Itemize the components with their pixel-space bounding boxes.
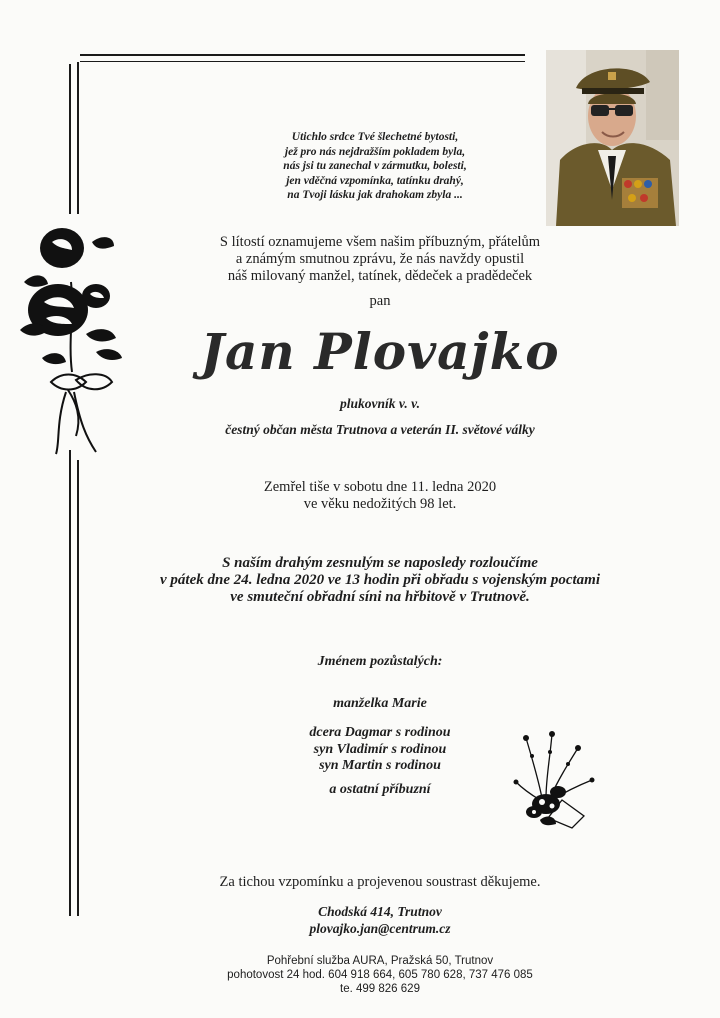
contact-address: Chodská 414, Trutnov	[318, 904, 442, 919]
left-border-line-lower	[69, 450, 71, 916]
poem-line: Utichlo srdce Tvé šlechetné bytosti,	[291, 131, 459, 143]
death-line: Zemřel tiše v sobotu dne 11. ledna 2020	[263, 479, 497, 495]
poem-line: jež pro nás nejdražším pokladem byla,	[284, 145, 466, 158]
intro-line: S lítostí oznamujeme všem našim příbuzným, přátelům	[219, 234, 541, 250]
left-border-line-2	[77, 62, 79, 214]
portrait-photo	[546, 50, 679, 226]
funeral-line: ve smuteční obřadní síni na hřbitově v Trutnově.	[230, 589, 530, 605]
flower-bouquet-icon	[512, 728, 596, 832]
poem-line: na Tvoji lásku jak drahokam zbyla ...	[287, 189, 463, 201]
left-border-line	[69, 64, 71, 214]
family-others: a ostatní příbuzní	[329, 782, 431, 797]
honorary-title: čestný občan města Trutnova a veterán II. světové války	[225, 422, 535, 437]
footer-line: pohotovost 24 hod. 604 918 664, 605 780 628, 737 476 085	[227, 969, 533, 981]
death-notice	[80, 479, 680, 513]
funeral-line: v pátek dne 24. ledna 2020 ve 13 hodin při obřadu s vojenským poctami	[160, 572, 600, 588]
family-wife: manželka Marie	[333, 696, 427, 711]
footer-line: te. 499 826 629	[340, 983, 420, 995]
funeral-service-footer	[80, 954, 680, 996]
death-line: ve věku nedožitých 98 let.	[303, 496, 457, 512]
mourners-heading: Jménem pozůstalých:	[317, 654, 443, 669]
poem-line: jen vděčná vzpomínka, tatínku drahý,	[286, 174, 464, 187]
funeral-info	[80, 555, 680, 606]
announcement-intro	[80, 234, 680, 285]
honorific: pan	[369, 293, 391, 309]
top-border-line	[80, 54, 525, 56]
intro-line: a známým smutnou zprávu, že nás navždy opustil	[235, 251, 525, 267]
rank-title: plukovník v. v.	[340, 396, 420, 411]
contact-info	[80, 903, 680, 937]
top-border-line-2	[80, 61, 525, 62]
family-member: dcera Dagmar s rodinou	[309, 725, 451, 740]
funeral-line: S naším drahým zesnulým se naposledy rozloučíme	[222, 555, 538, 571]
left-border-line-lower-2	[77, 460, 79, 916]
contact-email[interactable]: plovajko.jan@centrum.cz	[309, 921, 451, 936]
thanks-text: Za tichou vzpomínku a projevenou soustrast děkujeme.	[219, 874, 541, 890]
footer-line: Pohřební služba AURA, Pražská 50, Trutnov	[266, 955, 494, 967]
intro-line: náš milovaný manžel, tatínek, dědeček a pradědeček	[227, 268, 533, 284]
family-member: syn Vladimír s rodinou	[313, 741, 447, 757]
family-member: syn Martin s rodinou	[319, 758, 441, 773]
poem	[210, 130, 540, 203]
poem-line: nás jsi tu zanechal v zármutku, bolesti,	[283, 160, 467, 172]
deceased-name: Jan Plovajko	[200, 322, 560, 381]
